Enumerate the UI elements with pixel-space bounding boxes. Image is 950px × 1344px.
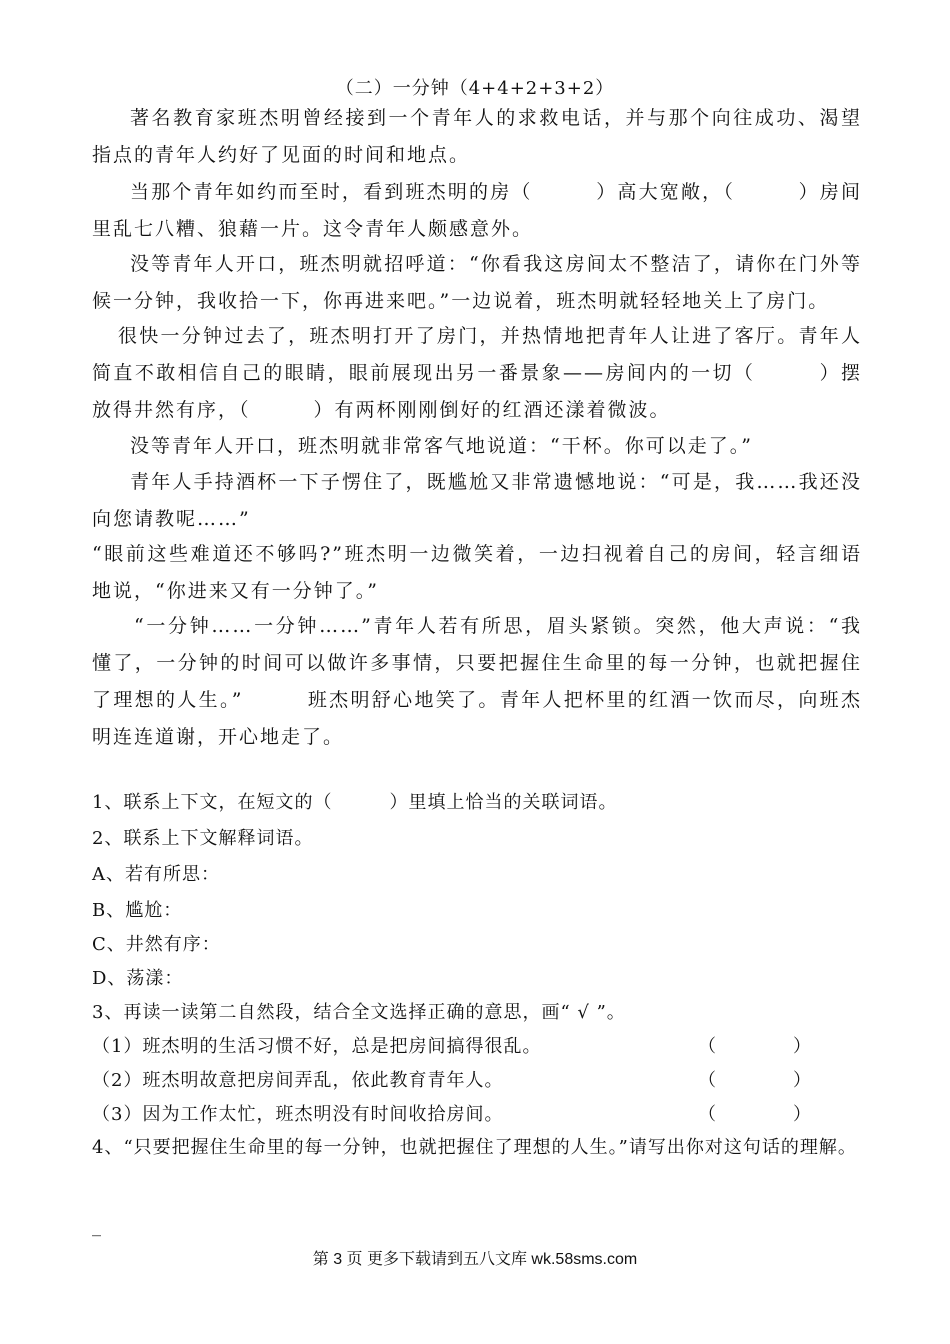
page-footer: 第 3 页 更多下载请到五八文库 wk.58sms.com bbox=[312, 1251, 638, 1268]
option-1-answer-blank: （ ） bbox=[698, 1036, 812, 1057]
question-3: 3、再读一读第二自然段，结合全文选择正确的意思，画“ √ ”。 bbox=[92, 1002, 626, 1023]
question-2: 2、联系上下文解释词语。 bbox=[92, 828, 314, 849]
paragraph-6: 青年人手持酒杯一下子愣住了，既尴尬又非常遗憾地说：“可是，我……我还没向您请教呢……” bbox=[92, 471, 862, 530]
paragraph-4: 很快一分钟过去了，班杰明打开了房门，并热情地把青年人让进了客厅。青年人简直不敢相信自己的眼睛，眼前展现出另一番景象——房间内的一切（ ）摆放得井然有序，（ ）有两杯刚刚倒好的红酒还漾着微波。 bbox=[92, 325, 862, 421]
section-title: （二）一分钟（4+4+2+3+2） bbox=[335, 78, 615, 99]
question-3-option-1 bbox=[92, 1034, 872, 1060]
option-2-text: （2）班杰明故意把房间弄乱，依此教育青年人。 bbox=[92, 1070, 504, 1091]
question-1: 1、联系上下文，在短文的（ ）里填上恰当的关联词语。 bbox=[92, 792, 618, 813]
option-2-answer-blank: （ ） bbox=[698, 1070, 812, 1091]
question-2-item-d: D、荡漾： bbox=[92, 968, 184, 989]
question-2-item-a: A、若有所思： bbox=[92, 864, 220, 885]
paragraph-8: “一分钟……一分钟……”青年人若有所思，眉头紧锁。突然，他大声说：“我懂了，一分钟的时间可以做许多事情，只要把握住生命里的每一分钟，也就把握住了理想的人生。” 班杰明舒心地笑了。青年人把杯里的红酒一饮而尽，向班杰明连连道谢，开心地走了。 bbox=[92, 615, 862, 748]
option-3-text: （3）因为工作太忙，班杰明没有时间收拾房间。 bbox=[92, 1104, 504, 1125]
option-3-answer-blank: （ ） bbox=[698, 1104, 812, 1125]
paragraph-1: 著名教育家班杰明曾经接到一个青年人的求救电话，并与那个向往成功、渴望指点的青年人约好了见面的时间和地点。 bbox=[92, 107, 862, 166]
question-2-item-c: C、井然有序： bbox=[92, 934, 221, 955]
question-3-option-3 bbox=[92, 1102, 872, 1128]
option-1-text: （1）班杰明的生活习惯不好，总是把房间搞得很乱。 bbox=[92, 1036, 542, 1057]
paragraph-5: 没等青年人开口，班杰明就非常客气地说道：“干杯。你可以走了。” bbox=[130, 435, 753, 457]
answer-line-mark: _ bbox=[92, 1216, 101, 1237]
question-2-item-b: B、尴尬： bbox=[92, 900, 183, 921]
question-3-option-2 bbox=[92, 1068, 872, 1094]
paragraph-2: 当那个青年如约而至时，看到班杰明的房（ ）高大宽敞，（ ）房间里乱七八糟、狼藉一片。这令青年人颇感意外。 bbox=[92, 181, 862, 240]
question-4: 4、“只要把握住生命里的每一分钟，也就把握住了理想的人生。”请写出你对这句话的理解。 bbox=[92, 1137, 857, 1158]
paragraph-7: “眼前这些难道还不够吗?”班杰明一边微笑着，一边扫视着自己的房间，轻言细语地说，“你进来又有一分钟了。” bbox=[92, 543, 862, 602]
paragraph-3: 没等青年人开口，班杰明就招呼道：“你看我这房间太不整洁了，请你在门外等候一分钟，我收拾一下，你再进来吧。”一边说着，班杰明就轻轻地关上了房门。 bbox=[92, 253, 862, 312]
